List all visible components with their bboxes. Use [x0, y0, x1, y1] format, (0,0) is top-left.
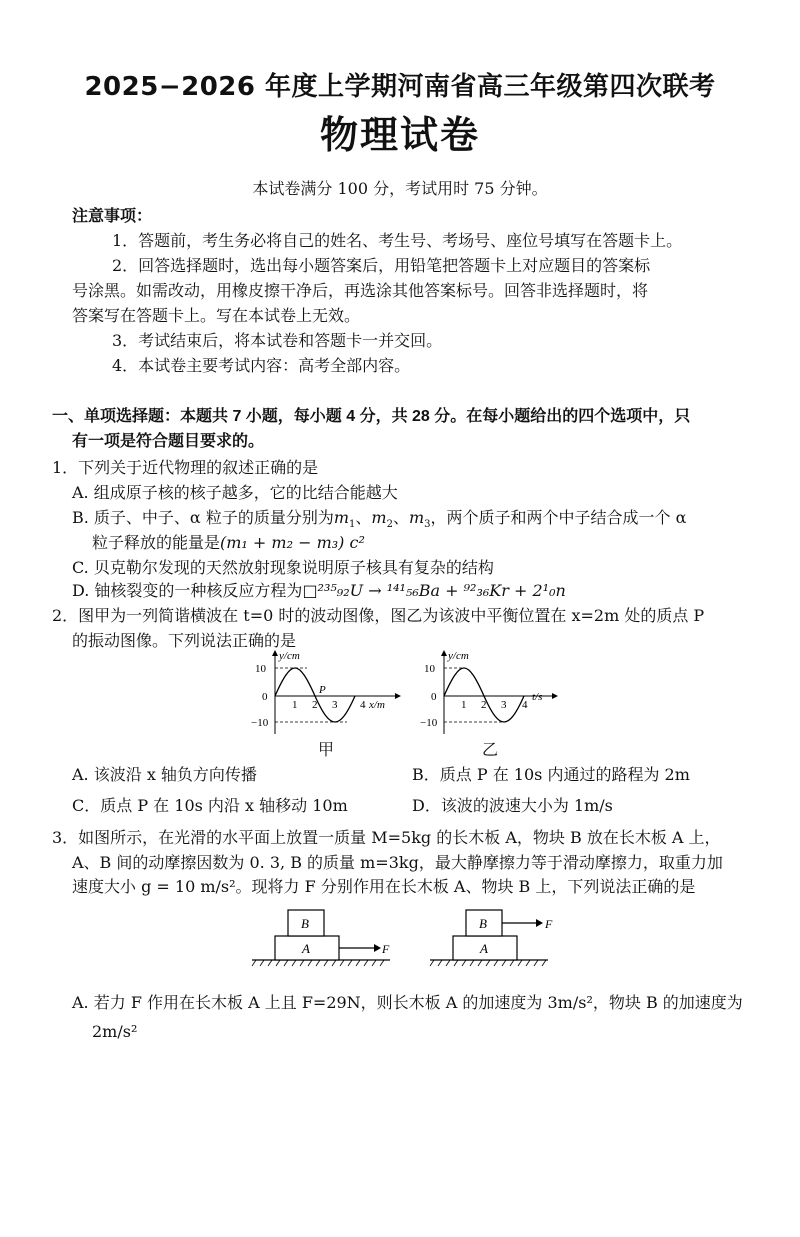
q3-option-a-cont: 2m/s²: [92, 1022, 138, 1041]
figure-force-on-b: [428, 906, 568, 972]
wave-graph-jia: [245, 648, 405, 736]
notice-item: 2．回答选择题时，选出每小题答案后，用铅笔把答题卡上对应题目的答案标: [112, 256, 651, 275]
graph-jia-ylabel: y/cm: [279, 650, 300, 662]
block-a-label: A: [302, 941, 310, 956]
q2-option-c: C．质点 P 在 10s 内沿 x 轴移动 10m: [72, 796, 348, 815]
graph-jia-ytick: 10: [255, 663, 266, 675]
q3-stem-cont: A、B 间的动摩擦因数为 0. 3, B 的质量 m=3kg，最大静摩擦力等于滑动摩擦力，取重力加: [72, 853, 723, 872]
graph-jia-xtick: 1: [292, 699, 298, 711]
q1-b2-text: 粒子释放的能量是: [92, 533, 221, 552]
q1-b-text: B. 质子、中子、α 粒子的质量分别为: [72, 508, 334, 527]
section-heading-cont: 有一项是符合题目要求的。: [72, 433, 265, 450]
vibration-graph-yi: [414, 648, 564, 736]
q1-stem: 1．下列关于近代物理的叙述正确的是: [52, 458, 319, 477]
q1-option-b: B. 质子、中子、α 粒子的质量分别为$m_1$、$m_2$、$m_3$，两个质子和两个中子结合成一个 α: [72, 508, 687, 531]
graph-yi-ytick: 0: [431, 691, 437, 703]
q1-b2-formula: (m₁ + m₂ − m₃) c²: [220, 533, 365, 552]
block-b-label: B: [479, 916, 487, 931]
graph-jia-xlabel: x/m: [369, 699, 385, 711]
q3-stem-cont: 速度大小 g = 10 m/s²。现将力 F 分别作用在长木板 A、物块 B 上，下列说法正确的是: [72, 877, 696, 896]
q2-option-d: D．该波的波速大小为 1m/s: [412, 796, 613, 815]
graph-yi-xtick: 2: [481, 699, 487, 711]
graph-yi-xtick: 1: [461, 699, 467, 711]
q1-d-text: D. 铀核裂变的一种核反应方程为: [72, 581, 303, 600]
q1-d-formula: □²³⁵₉₂U → ¹⁴¹₅₆Ba + ⁹²₃₆Kr + 2¹₀n: [302, 581, 566, 600]
q1-option-c: C. 贝克勒尔发现的天然放射现象说明原子核具有复杂的结构: [72, 558, 494, 577]
graph-jia-xtick: 4: [360, 699, 366, 711]
notice-item: 号涂黑。如需改动，用橡皮擦干净后，再选涂其他答案标号。回答非选择题时，将: [72, 281, 649, 300]
block-a-label: A: [480, 941, 488, 956]
graph-yi-xtick: 4: [522, 699, 528, 711]
exam-title: 2025−2026 年度上学期河南省高三年级第四次联考: [84, 72, 716, 102]
q1-option-a: A. 组成原子核的核子越多，它的比结合能越大: [72, 483, 398, 502]
notice-heading: 注意事项：: [72, 208, 153, 225]
section-heading: 一、单项选择题：本题共 7 小题，每小题 4 分，共 28 分。在每小题给出的四个选项中，只: [52, 408, 691, 425]
graph-jia-ytick: 0: [262, 691, 268, 703]
notice-item: 1．答题前，考生务必将自己的姓名、考生号、考场号、座位号填写在答题卡上。: [112, 231, 683, 250]
block-b-label: B: [301, 916, 309, 931]
graph-jia-caption: 甲: [318, 740, 335, 759]
q2-option-b: B．质点 P 在 10s 内通过的路程为 2m: [412, 765, 690, 784]
q1-b-m1: m: [333, 508, 349, 527]
force-label: F: [545, 917, 553, 931]
graph-jia-xtick: 3: [332, 699, 338, 711]
graph-yi-ylabel: y/cm: [448, 650, 469, 662]
exam-subtitle: 物理试卷: [319, 113, 480, 157]
q1-option-d: [72, 578, 566, 601]
q1-b-text-cont: ，两个质子和两个中子结合成一个 α: [430, 508, 687, 527]
graph-yi-caption: 乙: [482, 740, 499, 759]
graph-yi-ytick: 10: [424, 663, 435, 675]
q2-stem-cont: 的振动图像。下列说法正确的是: [72, 631, 297, 650]
q2-stem: 2．图甲为一列简谐横波在 t=0 时的波动图像，图乙为该波中平衡位置在 x=2m 处的质点 P: [52, 606, 705, 625]
notice-item: 3．考试结束后，将本试卷和答题卡一并交回。: [112, 331, 443, 350]
figure-force-on-a: [250, 906, 400, 972]
notice-item: 答案写在答题卡上。写在本试卷上无效。: [72, 306, 361, 325]
q2-option-a: A. 该波沿 x 轴负方向传播: [72, 765, 257, 784]
notice-item: 4．本试卷主要考试内容：高考全部内容。: [112, 356, 411, 375]
graph-jia-point-label: P: [319, 684, 326, 696]
force-label: F: [382, 942, 390, 956]
graph-jia-xtick: 2: [312, 699, 318, 711]
graph-yi-ytick: −10: [420, 717, 438, 729]
q1-option-b-cont: [92, 530, 365, 553]
graph-yi-xlabel: t/s: [532, 691, 543, 703]
q3-option-a: A. 若力 F 作用在长木板 A 上且 F=29N，则长木板 A 的加速度为 3m/s²，物块 B 的加速度为: [72, 993, 743, 1012]
q1-b-sep: 、: [355, 508, 372, 527]
graph-yi-xtick: 3: [501, 699, 507, 711]
q3-stem: 3．如图所示，在光滑的水平面上放置一质量 M=5kg 的长木板 A，物块 B 放在长木板 A 上，: [52, 828, 721, 847]
q1-b-m3: m: [408, 508, 425, 527]
graph-jia-ytick: −10: [251, 717, 269, 729]
exam-meta: 本试卷满分 100 分，考试用时 75 分钟。: [252, 179, 548, 198]
q1-b-m2: m: [371, 508, 387, 527]
q1-b-sep: 、: [392, 508, 409, 527]
